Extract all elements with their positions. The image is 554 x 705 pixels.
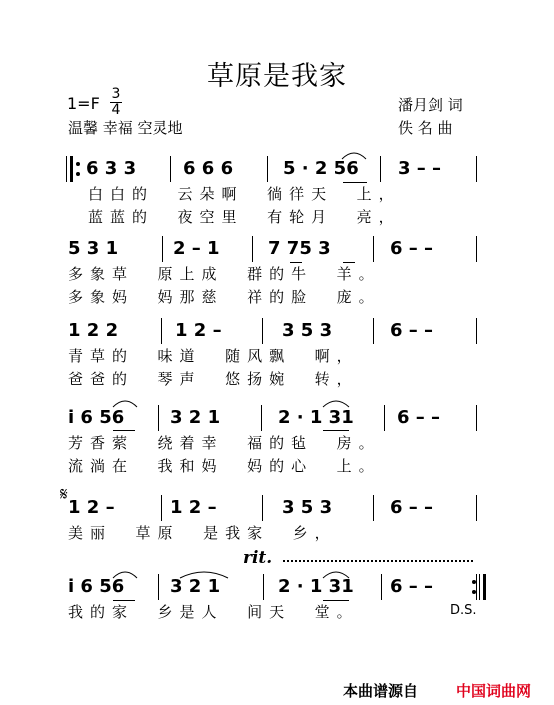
- bar-line: [262, 495, 263, 521]
- slur-arc: [341, 150, 367, 160]
- lyric-line: 我的家 乡是人 间天 堂。: [68, 603, 359, 621]
- dal-segno-mark: D.S.: [450, 603, 477, 618]
- segno-icon: 𝄋: [60, 484, 68, 505]
- measure-notes: 1 2 –: [175, 320, 222, 341]
- lyric-line: 多象草 原上成 群的牛 羊。: [68, 265, 381, 283]
- bar-line: [380, 156, 381, 182]
- measure-notes: 3 5 3: [282, 320, 333, 341]
- bar-line: [158, 574, 159, 600]
- bar-line: [261, 405, 262, 431]
- measure-notes: 6 – –: [390, 576, 434, 597]
- bar-line: [476, 574, 477, 600]
- measure-notes: 5 3 1: [68, 238, 119, 259]
- repeat-dot: [472, 590, 476, 594]
- eighth-note-beam: [343, 262, 355, 263]
- eighth-note-beam: [113, 430, 135, 431]
- slur-arc: [179, 569, 229, 579]
- lyric-line: 芳香萦 绕着幸 福的毡 房。: [68, 434, 381, 452]
- lyric-line: 流淌在 我和妈 妈的心 上。: [68, 457, 381, 475]
- eighth-note-beam: [323, 600, 349, 601]
- measure-notes: i 6 56: [68, 407, 125, 428]
- bar-line: [262, 318, 263, 344]
- bar-line: [476, 405, 477, 431]
- measure-notes: 1 2 –: [170, 497, 217, 518]
- lyric-line: 多象妈 妈那慈 祥的脸 庞。: [68, 288, 381, 306]
- measure-notes: 3 – –: [398, 158, 442, 179]
- song-title: 草原是我家: [207, 61, 347, 92]
- time-signature: 3 4: [111, 86, 121, 118]
- footer-site-link[interactable]: 中国词曲网: [456, 682, 532, 700]
- footer-source: 本曲谱源自: [343, 682, 419, 700]
- bar-line: [170, 156, 171, 182]
- measure-notes: 3 2 1: [170, 407, 221, 428]
- measure-notes: 6 – –: [390, 320, 434, 341]
- eighth-note-beam: [323, 430, 349, 431]
- bar-line: [267, 156, 268, 182]
- repeat-start-bar: [70, 156, 73, 182]
- repeat-dot: [76, 162, 80, 166]
- repeat-dot: [76, 172, 80, 176]
- bar-line: [263, 574, 264, 600]
- measure-notes: 6 – –: [390, 238, 434, 259]
- measure-notes: 6 – –: [390, 497, 434, 518]
- performance-mood: 温馨 幸福 空灵地: [68, 119, 183, 137]
- slur-arc: [322, 398, 350, 408]
- slur-arc: [112, 398, 138, 408]
- bar-line: [373, 236, 374, 262]
- lyric-line: 爸爸的 琴声 悠扬婉 转，: [68, 370, 359, 388]
- measure-notes: 2 · 1 31: [278, 576, 354, 597]
- repeat-start-bar: [66, 156, 67, 182]
- bar-line: [158, 405, 159, 431]
- composer-credit: 佚 名 曲: [398, 119, 453, 137]
- key-signature: 1=F: [67, 94, 100, 113]
- bar-line: [476, 156, 477, 182]
- ritardando-mark: rit.: [243, 548, 273, 568]
- measure-notes: 3 5 3: [282, 497, 333, 518]
- bar-line: [161, 495, 162, 521]
- eighth-note-beam: [290, 262, 302, 263]
- lyric-line: 青草的 味道 随风飘 啊，: [68, 347, 359, 365]
- bar-line: [162, 236, 163, 262]
- bar-line: [252, 236, 253, 262]
- measure-notes: 2 – 1: [173, 238, 220, 259]
- bar-line: [373, 495, 374, 521]
- measure-notes: 6 3 3: [86, 158, 137, 179]
- measure-notes: 3 2 1: [170, 576, 221, 597]
- eighth-note-beam: [113, 600, 135, 601]
- ritardando-line: [283, 560, 473, 562]
- measure-notes: 1 2 2: [68, 320, 119, 341]
- measure-notes: 6 – –: [397, 407, 441, 428]
- slur-arc: [322, 569, 350, 579]
- measure-notes: i 6 56: [68, 576, 125, 597]
- eighth-note-beam: [343, 182, 367, 183]
- bar-line: [373, 318, 374, 344]
- bar-line: [476, 495, 477, 521]
- repeat-end-bar: [483, 574, 486, 600]
- lyricist-credit: 潘月剑 词: [398, 96, 463, 114]
- measure-notes: 1 2 –: [68, 497, 115, 518]
- bar-line: [381, 574, 382, 600]
- bar-line: [161, 318, 162, 344]
- measure-notes: 6 6 6: [183, 158, 234, 179]
- repeat-end-bar: [479, 574, 480, 600]
- bar-line: [476, 236, 477, 262]
- measure-notes: 5 · 2 56: [283, 158, 359, 179]
- bar-line: [384, 405, 385, 431]
- lyric-line: 美丽 草原 是我家 乡，: [68, 524, 337, 542]
- slur-arc: [112, 569, 138, 579]
- repeat-dot: [472, 580, 476, 584]
- lyric-line: 蓝蓝的 夜空里 有轮月 亮，: [88, 208, 401, 226]
- bar-line: [476, 318, 477, 344]
- measure-notes: 7 75 3: [268, 238, 331, 259]
- lyric-line: 白白的 云朵啊 徜徉天 上，: [88, 185, 401, 203]
- measure-notes: 2 · 1 31: [278, 407, 354, 428]
